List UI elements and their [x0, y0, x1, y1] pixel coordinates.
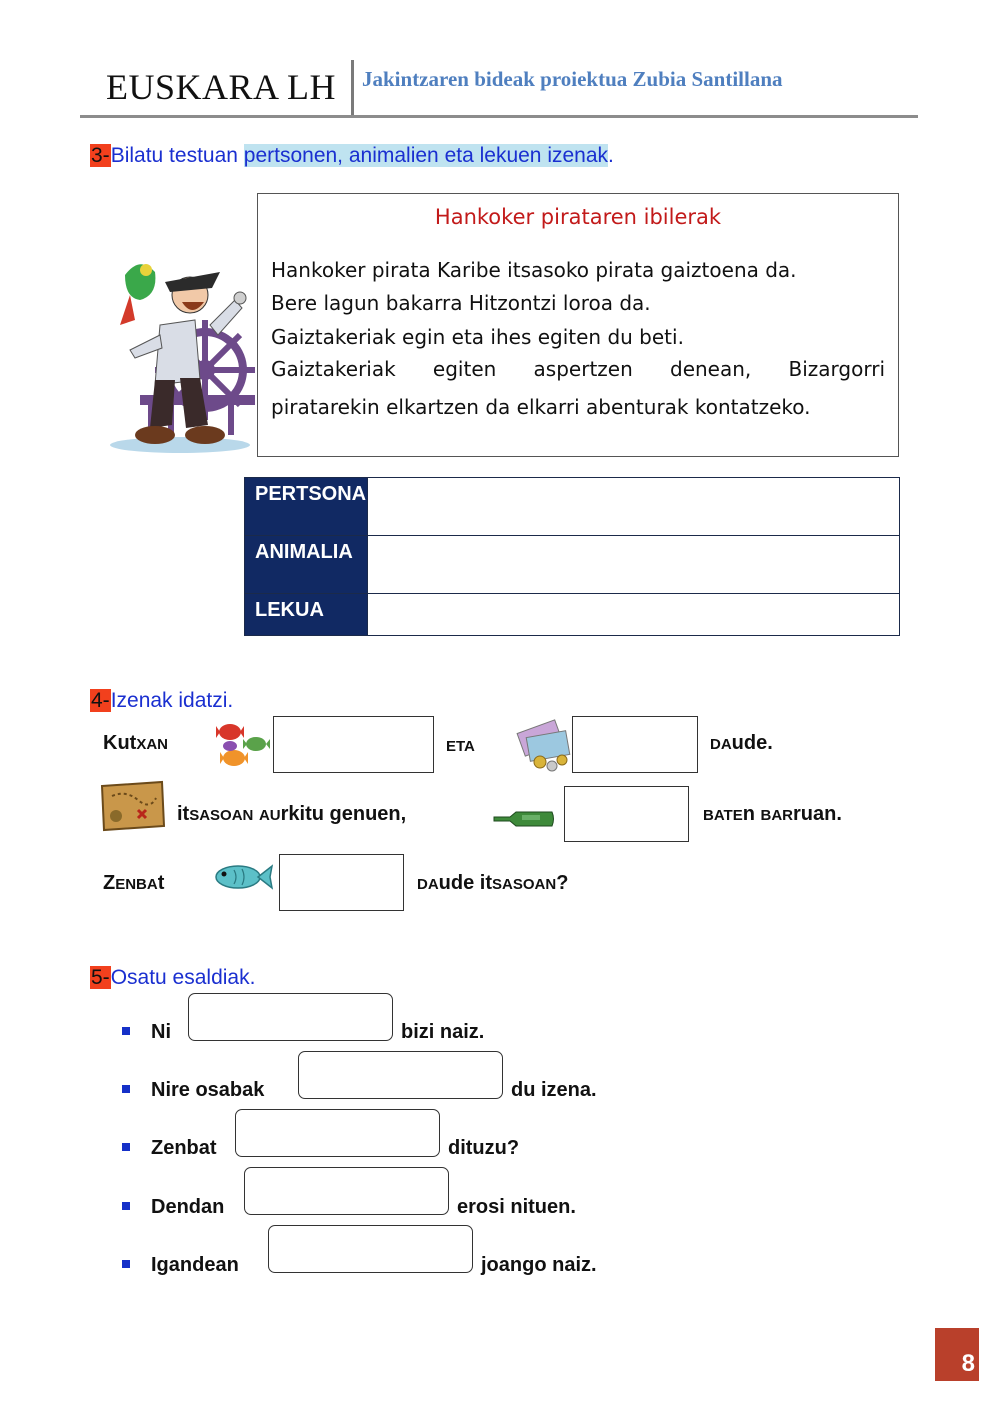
word-part: AU	[258, 807, 281, 824]
section-5-number: 5-	[91, 966, 110, 989]
sentence-2-part-1	[177, 803, 406, 826]
sentence-5-2-end: du izena.	[511, 1079, 597, 1101]
classification-table	[244, 477, 900, 636]
sentence-5-5-start: Igandean	[151, 1254, 239, 1276]
word-part: SASOAN	[492, 876, 557, 893]
word-part: t	[157, 872, 165, 894]
section-3-instruction-highlight: pertsonen, animalien eta lekuen izenak	[243, 144, 609, 167]
bullet-icon	[122, 1260, 130, 1268]
story-box	[257, 193, 899, 457]
fish-icon	[212, 860, 274, 894]
section-3-instruction-start: Bilatu testuan	[110, 144, 244, 167]
word-part: DA	[710, 736, 732, 753]
sentence-1-word-kutxan	[103, 732, 168, 755]
section-3-number: 3-	[91, 144, 110, 167]
sentence-5-1-start: Ni	[151, 1021, 171, 1043]
story-line-3: Gaiztakeriak egin eta ihes egiten du beti.	[271, 325, 684, 349]
sentence-3-part-2	[417, 872, 568, 895]
word-part: n	[742, 803, 755, 825]
bullet-icon	[122, 1085, 130, 1093]
section-4-number: 4-	[91, 689, 110, 712]
section-5-heading	[90, 966, 255, 990]
word-part: BAR	[760, 807, 794, 824]
section-4-heading	[90, 689, 233, 713]
sentence-5-4-end: erosi nituen.	[457, 1196, 576, 1218]
word-part: ude	[438, 872, 480, 894]
section-4-instruction: Izenak idatzi.	[110, 689, 234, 712]
sentence-5-3-end: dituzu?	[448, 1137, 520, 1159]
answer-box-5-2[interactable]	[298, 1051, 503, 1099]
page-number-underline	[935, 1379, 979, 1381]
sentence-3-part-1	[103, 872, 164, 895]
section-3-instruction-end: .	[608, 144, 614, 167]
story-title: Hankoker pirataren ibilerak	[434, 205, 722, 229]
word-part: BATE	[703, 807, 743, 824]
answer-box-fish[interactable]	[279, 854, 404, 911]
story-line-1: Hankoker pirata Karibe itsasoko pirata gaiztoena da.	[271, 258, 797, 282]
sentence-5-5-end: joango naiz.	[481, 1254, 597, 1276]
answer-box-5-1[interactable]	[188, 993, 393, 1041]
word-eta: ETA	[446, 738, 475, 755]
story-line-4: Gaiztakeriak egiten aspertzen denean, Bizargorri	[271, 357, 885, 381]
sentence-5-3-start: Zenbat	[151, 1137, 217, 1159]
bullet-icon	[122, 1027, 130, 1035]
word-part: XAN	[136, 736, 168, 753]
header-rule	[80, 115, 918, 118]
row-label-animal: ANIMALIA	[245, 536, 368, 594]
answer-box-candies[interactable]	[273, 716, 434, 773]
word-part: ruan.	[793, 803, 842, 825]
treasure-map-icon	[98, 780, 168, 832]
word-part: SASOAN	[189, 807, 254, 824]
sentence-5-4-start: Dendan	[151, 1196, 225, 1218]
pirate-illustration	[100, 250, 255, 455]
table-row	[245, 594, 900, 636]
answer-cell-person[interactable]	[368, 478, 900, 536]
bottle-icon	[492, 808, 556, 830]
sentence-5-2-start: Nire osabak	[151, 1079, 265, 1101]
answer-box-5-5[interactable]	[268, 1225, 473, 1273]
sentence-5-1-end: bizi naiz.	[401, 1021, 485, 1043]
answer-box-5-4[interactable]	[244, 1167, 449, 1215]
word-part: Z	[103, 872, 116, 894]
bullet-icon	[122, 1143, 130, 1151]
section-3-heading	[90, 144, 614, 168]
document-subtitle: Jakintzaren bideak proiektua Zubia Santillana	[362, 67, 783, 91]
story-line-2: Bere lagun bakarra Hitzontzi loroa da.	[271, 291, 651, 315]
table-row	[245, 478, 900, 536]
section-5-instruction: Osatu esaldiak.	[110, 966, 256, 989]
word-part: ude.	[731, 732, 773, 754]
word-part: ?	[556, 872, 569, 894]
page-number: 8	[961, 1350, 975, 1377]
word-part: ENBA	[115, 876, 158, 893]
money-icon	[514, 718, 572, 774]
answer-box-5-3[interactable]	[235, 1109, 440, 1157]
word-part: Kut	[103, 732, 137, 754]
word-part: DA	[417, 876, 439, 893]
answer-cell-animal[interactable]	[368, 536, 900, 594]
answer-box-money[interactable]	[572, 716, 698, 773]
document-title: EUSKARA LH	[106, 67, 337, 107]
sentence-2-part-2	[703, 803, 842, 826]
table-row	[245, 536, 900, 594]
row-label-person: PERTSONA	[245, 478, 368, 536]
word-part: it	[479, 872, 493, 894]
header-divider	[351, 60, 354, 116]
story-line-5: piratarekin elkartzen da elkarri abenturak kontatzeko.	[271, 395, 811, 419]
candies-icon	[208, 718, 274, 774]
bullet-icon	[122, 1202, 130, 1210]
answer-box-bottle[interactable]	[564, 786, 689, 842]
word-part: it	[177, 803, 190, 825]
word-daude	[710, 732, 773, 755]
row-label-place: LEKUA	[245, 594, 368, 636]
word-part: rkitu genuen,	[280, 803, 407, 825]
answer-cell-place[interactable]	[368, 594, 900, 636]
